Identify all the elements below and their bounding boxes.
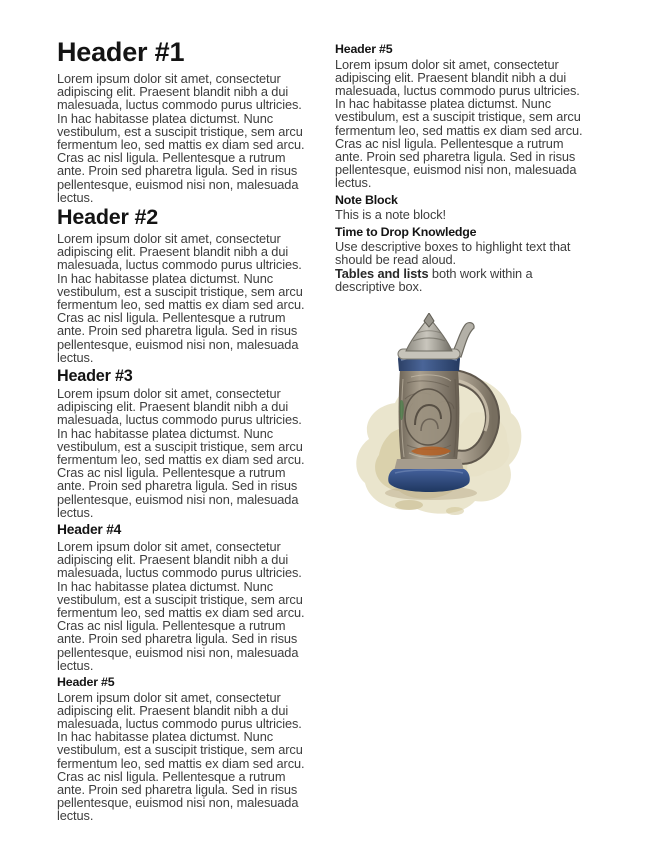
note-block-title: Note Block bbox=[335, 192, 398, 207]
paragraph-lorem: Lorem ipsum dolor sit amet, consectetur adipiscing elit. Praesent blandit nibh a dui malesuada, luctus commodo purus ultricies. In hac habitasse platea dictumst. Nunc vestibulum, est a suscipit tristique, sem arcu fermentum leo, sed mattis ex diam sed arcu. Cras ac nisl ligula. Pellentesque a rutrum ante. Proin sed pharetra ligula. Sed in risus pellentesque, euismod nisi non, malesuada lectus. bbox=[335, 56, 583, 191]
left-column bbox=[57, 39, 310, 823]
paragraph-lorem: Lorem ipsum dolor sit amet, consectetur adipiscing elit. Praesent blandit nibh a dui malesuada, luctus commodo purus ultricies. In hac habitasse platea dictumst. Nunc vestibulum, est a suscipit tristique, sem arcu fermentum leo, sed mattis ex diam sed arcu. Cras ac nisl ligula. Pellentesque a rutrum ante. Proin sed pharetra ligula. Sed in risus pellentesque, euismod nisi non, malesuada lectus. bbox=[57, 71, 305, 205]
stein-medallion bbox=[405, 389, 451, 445]
tables-note-bold: Tables and lists bbox=[335, 265, 429, 281]
heading-4: Header #4 bbox=[57, 522, 122, 538]
tables-note bbox=[335, 267, 588, 293]
beer-stein-image bbox=[351, 313, 529, 521]
heading-5: Header #5 bbox=[335, 42, 393, 56]
knowledge-body: Use descriptive boxes to highlight text that should be read aloud. bbox=[335, 239, 571, 268]
beer-stein-svg bbox=[351, 313, 529, 521]
heading-3: Header #3 bbox=[57, 366, 133, 385]
note-block-body: This is a note block! bbox=[335, 207, 446, 223]
knowledge-title: Time to Drop Knowledge bbox=[335, 224, 477, 239]
stein-lid bbox=[398, 313, 460, 359]
heading-1: Header #1 bbox=[57, 37, 185, 67]
heading-2: Header #2 bbox=[57, 205, 158, 230]
paragraph-lorem: Lorem ipsum dolor sit amet, consectetur adipiscing elit. Praesent blandit nibh a dui malesuada, luctus commodo purus ultricies. In hac habitasse platea dictumst. Nunc vestibulum, est a suscipit tristique, sem arcu fermentum leo, sed mattis ex diam sed arcu. Cras ac nisl ligula. Pellentesque a rutrum ante. Proin sed pharetra ligula. Sed in risus pellentesque, euismod nisi non, malesuada lectus. bbox=[57, 230, 305, 365]
paragraph-lorem: Lorem ipsum dolor sit amet, consectetur adipiscing elit. Praesent blandit nibh a dui malesuada, luctus commodo purus ultricies. In hac habitasse platea dictumst. Nunc vestibulum, est a suscipit tristique, sem arcu fermentum leo, sed mattis ex diam sed arcu. Cras ac nisl ligula. Pellentesque a rutrum ante. Proin sed pharetra ligula. Sed in risus pellentesque, euismod nisi non, malesuada lectus. bbox=[57, 385, 305, 520]
heading-5: Header #5 bbox=[57, 674, 115, 689]
paragraph-lorem: Lorem ipsum dolor sit amet, consectetur adipiscing elit. Praesent blandit nibh a dui malesuada, luctus commodo purus ultricies. In hac habitasse platea dictumst. Nunc vestibulum, est a suscipit tristique, sem arcu fermentum leo, sed mattis ex diam sed arcu. Cras ac nisl ligula. Pellentesque a rutrum ante. Proin sed pharetra ligula. Sed in risus pellentesque, euismod nisi non, malesuada lectus. bbox=[57, 689, 305, 824]
tables-note-rest: both work within a descriptive box. bbox=[335, 265, 533, 294]
right-column bbox=[335, 39, 588, 521]
paragraph-lorem: Lorem ipsum dolor sit amet, consectetur adipiscing elit. Praesent blandit nibh a dui malesuada, luctus commodo purus ultricies. In hac habitasse platea dictumst. Nunc vestibulum, est a suscipit tristique, sem arcu fermentum leo, sed mattis ex diam sed arcu. Cras ac nisl ligula. Pellentesque a rutrum ante. Proin sed pharetra ligula. Sed in risus pellentesque, euismod nisi non, malesuada lectus. bbox=[57, 538, 305, 673]
